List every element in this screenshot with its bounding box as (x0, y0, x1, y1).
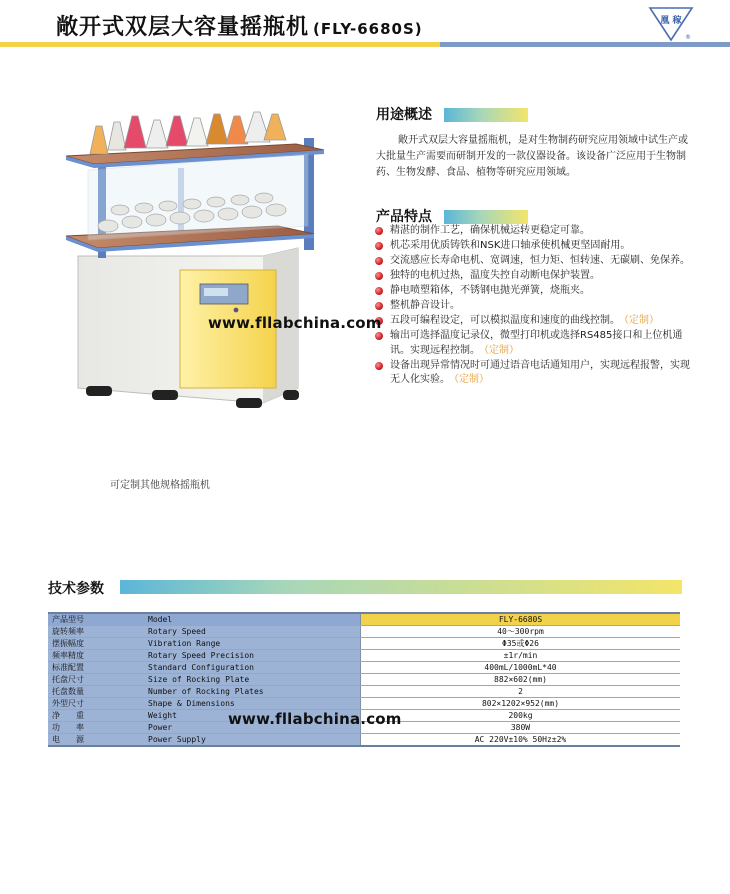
feature-item (372, 254, 692, 269)
spec-value: 380W (361, 722, 681, 734)
table-row (48, 698, 680, 710)
feature-text: 输出可选择温度记录仪，微型打印机或选择RS485接口和上位机通讯。实现远程控制。 (390, 330, 683, 356)
feature-item (372, 299, 692, 314)
spec-label-cn: 托盘数量 (48, 686, 144, 698)
spec-label-en: Weight (144, 710, 361, 722)
bullet-icon (375, 227, 383, 235)
header-bar-blue (440, 42, 730, 47)
spec-label-cn: 托盘尺寸 (48, 674, 144, 686)
bullet-icon (375, 242, 383, 250)
feature-text: 整机静音设计。 (390, 300, 460, 311)
spec-value: 882×602(mm) (361, 674, 681, 686)
custom-tag: （定制） (624, 315, 659, 326)
spec-label-en: Power (144, 722, 361, 734)
feature-item (372, 284, 692, 299)
photo-caption: 可定制其他规格摇瓶机 (110, 480, 210, 491)
spec-value: FLY-6680S (361, 613, 681, 626)
feature-item (372, 329, 692, 358)
logo-trademark: ® (685, 34, 691, 41)
spec-label-cn: 功 率 (48, 722, 144, 734)
watermark-top: www.fllabchina.com (208, 314, 382, 332)
spec-value: ±1r/min (361, 650, 681, 662)
table-row (48, 674, 680, 686)
usage-heading: 用途概述 (376, 107, 432, 123)
shaker-machine-image (58, 98, 348, 428)
custom-tag: （定制） (484, 344, 519, 356)
spec-value: 40～300rpm (361, 626, 681, 638)
spec-label-cn: 频率精度 (48, 650, 144, 662)
feature-item (372, 314, 692, 329)
table-row (48, 613, 680, 626)
spec-label-cn: 净 重 (48, 710, 144, 722)
bullet-icon (375, 272, 383, 280)
product-name: 敞开式双层大容量摇瓶机 (56, 15, 310, 40)
brand-logo (648, 6, 694, 42)
spec-label-en: Number of Rocking Plates (144, 686, 361, 698)
table-row (48, 626, 680, 638)
bullet-icon (375, 287, 383, 295)
bullet-icon (375, 257, 383, 265)
feature-item (372, 239, 692, 254)
feature-item (372, 224, 692, 239)
spec-label-en: Rotary Speed Precision (144, 650, 361, 662)
page-title (56, 10, 423, 41)
spec-label-en: Power Supply (144, 734, 361, 747)
spec-label-en: Standard Configuration (144, 662, 361, 674)
custom-tag: （定制） (454, 374, 489, 385)
feature-text: 精湛的制作工艺，确保机械运转更稳定可靠。 (390, 225, 590, 236)
feature-text: 静电喷塑箱体，不锈钢电抛光弹簧，烧瓶夹。 (390, 285, 590, 296)
spec-value: Φ35或Φ26 (361, 638, 681, 650)
spec-label-cn: 产品型号 (48, 613, 144, 626)
table-row (48, 686, 680, 698)
feature-text: 五段可编程设定，可以模拟温度和速度的曲线控制。 (390, 315, 620, 326)
features-heading: 产品特点 (376, 209, 432, 225)
spec-label-cn: 标准配置 (48, 662, 144, 674)
specs-heading-bar (120, 580, 682, 594)
usage-text: 敞开式双层大容量摇瓶机，是对生物制药研究应用领域中试生产或大批量生产需要而研制开发的一款仪器设备。该设备广泛应用于生物制药、生物发酵、食品、植物等研究应用领域。 (376, 135, 688, 178)
table-row (48, 638, 680, 650)
spec-label-en: Model (144, 613, 361, 626)
logo-text: 凰 稼 (660, 16, 682, 26)
bullet-icon (375, 362, 383, 370)
feature-text: 独特的电机过热，温度失控自动断电保护装置。 (390, 270, 600, 281)
table-row (48, 662, 680, 674)
spec-label-en: Size of Rocking Plate (144, 674, 361, 686)
watermark-bottom: www.fllabchina.com (228, 710, 402, 728)
table-row (48, 650, 680, 662)
spec-label-en: Vibration Range (144, 638, 361, 650)
spec-label-cn: 旋转频率 (48, 626, 144, 638)
spec-value: 200kg (361, 710, 681, 722)
feature-item (372, 359, 692, 388)
spec-value: 2 (361, 686, 681, 698)
spec-label-cn: 摆振幅度 (48, 638, 144, 650)
spec-label-cn: 电 源 (48, 734, 144, 747)
spec-value: 802×1202×952(mm) (361, 698, 681, 710)
specs-heading: 技术参数 (48, 581, 104, 597)
spec-value: AC 220V±10% 50Hz±2% (361, 734, 681, 747)
feature-item (372, 269, 692, 284)
features-heading-bar (444, 210, 528, 224)
feature-text: 机芯采用优质铸铁和NSK进口轴承使机械更坚固耐用。 (390, 240, 631, 251)
features-list (372, 224, 692, 388)
table-row (48, 734, 680, 747)
usage-heading-bar (444, 108, 528, 122)
header-bar-yellow (0, 42, 440, 47)
spec-label-en: Rotary Speed (144, 626, 361, 638)
feature-text: 设备出现异常情况时可通过语音电话通知用户，实现远程报警，实现无人化实验。 (390, 359, 690, 385)
product-model: (FLY-6680S) (313, 20, 423, 38)
bullet-icon (375, 302, 383, 310)
feature-text: 交流感应长寿命电机、宽调速，恒力矩、恒转速、无碳刷、免保养。 (390, 255, 690, 266)
bullet-icon (375, 332, 383, 340)
spec-label-en: Shape & Dimensions (144, 698, 361, 710)
spec-value: 400mL/1000mL*40 (361, 662, 681, 674)
spec-label-cn: 外型尺寸 (48, 698, 144, 710)
